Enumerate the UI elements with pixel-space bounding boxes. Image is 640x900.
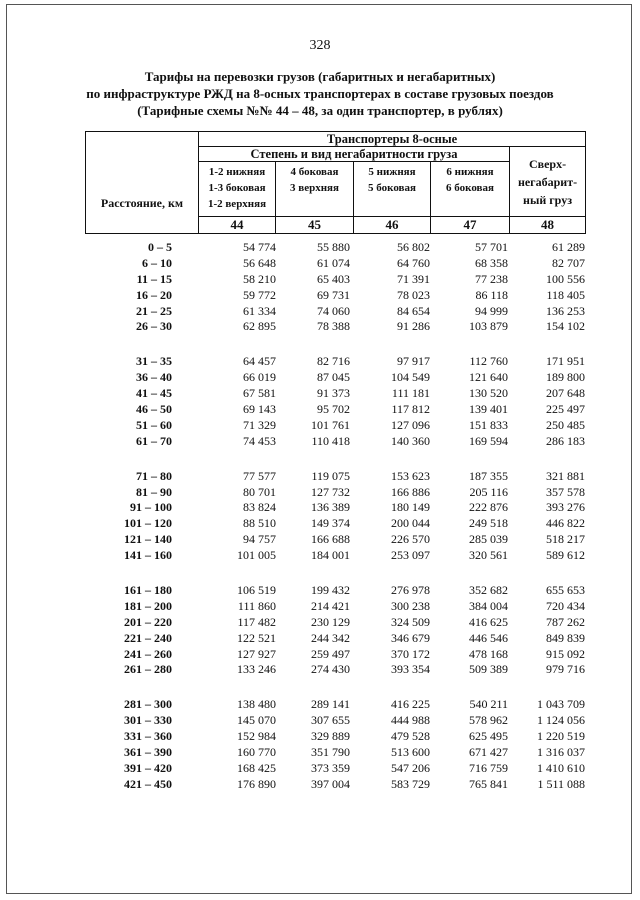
tariff-47-cell: 765 841 bbox=[469, 776, 508, 791]
tariff-46-cell: 346 679 bbox=[391, 630, 430, 645]
distance-cell: 41 – 45 bbox=[136, 386, 172, 401]
tariff-48-cell: 849 839 bbox=[546, 630, 585, 645]
table-row bbox=[0, 516, 640, 532]
table-row bbox=[0, 599, 640, 615]
tariff-47-cell: 671 427 bbox=[469, 745, 508, 760]
table-row bbox=[0, 583, 640, 599]
tariff-44-cell: 88 510 bbox=[243, 516, 276, 531]
tariff-44-cell: 69 143 bbox=[243, 402, 276, 417]
table-row bbox=[0, 662, 640, 678]
table-row bbox=[0, 548, 640, 564]
distance-cell: 71 – 80 bbox=[136, 468, 172, 483]
tariff-48-cell: 589 612 bbox=[546, 548, 585, 563]
tariff-44-cell: 94 757 bbox=[243, 532, 276, 547]
tariff-44-cell: 58 210 bbox=[243, 271, 276, 286]
tariff-47-cell: 222 876 bbox=[469, 500, 508, 515]
table-row bbox=[0, 777, 640, 793]
distance-cell: 331 – 360 bbox=[124, 729, 172, 744]
over-line-3: ный груз bbox=[523, 192, 573, 207]
table-row bbox=[0, 288, 640, 304]
table-row bbox=[0, 615, 640, 631]
tariff-48-cell: 82 707 bbox=[552, 255, 585, 270]
tariff-48-cell: 118 405 bbox=[546, 287, 585, 302]
table-row bbox=[0, 485, 640, 501]
table-row bbox=[0, 240, 640, 256]
table-row bbox=[0, 304, 640, 320]
tariff-45-cell: 230 129 bbox=[311, 614, 350, 629]
distance-cell: 221 – 240 bbox=[124, 630, 172, 645]
tariff-44-cell: 106 519 bbox=[237, 583, 276, 598]
tariff-45-cell: 351 790 bbox=[311, 745, 350, 760]
tariff-44-cell: 133 246 bbox=[237, 662, 276, 677]
tariff-45-cell: 259 497 bbox=[311, 646, 350, 661]
tariff-44-cell: 64 457 bbox=[243, 354, 276, 369]
tariff-45-cell: 110 418 bbox=[311, 433, 350, 448]
distance-cell: 361 – 390 bbox=[124, 745, 172, 760]
distance-cell: 51 – 60 bbox=[136, 417, 172, 432]
col-44-desc bbox=[199, 162, 276, 217]
tariff-45-cell: 95 702 bbox=[317, 402, 350, 417]
distance-cell: 0 – 5 bbox=[148, 240, 172, 254]
tariff-46-cell: 56 802 bbox=[397, 240, 430, 254]
tariff-46-cell: 117 812 bbox=[391, 402, 430, 417]
tariff-47-cell: 151 833 bbox=[469, 417, 508, 432]
tariff-45-cell: 199 432 bbox=[311, 583, 350, 598]
tariff-44-cell: 80 701 bbox=[243, 484, 276, 499]
tariff-48-cell: 393 276 bbox=[546, 500, 585, 515]
tariff-47-cell: 285 039 bbox=[469, 532, 508, 547]
row-group bbox=[0, 697, 640, 792]
tariff-44-cell: 152 984 bbox=[237, 729, 276, 744]
document-title bbox=[0, 68, 640, 119]
col-44-number: 44 bbox=[199, 217, 276, 234]
tariff-44-cell: 160 770 bbox=[237, 745, 276, 760]
distance-cell: 16 – 20 bbox=[136, 287, 172, 302]
tariff-47-cell: 68 358 bbox=[475, 255, 508, 270]
tariff-46-cell: 180 149 bbox=[391, 500, 430, 515]
tariff-45-cell: 214 421 bbox=[311, 598, 350, 613]
col-46-line-1: 5 нижняя bbox=[368, 166, 416, 178]
tariff-44-cell: 111 860 bbox=[237, 598, 276, 613]
tariff-46-cell: 104 549 bbox=[391, 370, 430, 385]
tariff-44-cell: 138 480 bbox=[237, 697, 276, 712]
tariff-47-cell: 716 759 bbox=[469, 760, 508, 775]
distance-cell: 121 – 140 bbox=[124, 532, 172, 547]
tariff-48-cell: 61 289 bbox=[552, 240, 585, 254]
distance-cell: 281 – 300 bbox=[124, 697, 172, 712]
tariff-45-cell: 136 389 bbox=[311, 500, 350, 515]
tariff-44-cell: 67 581 bbox=[243, 386, 276, 401]
tariff-46-cell: 324 509 bbox=[391, 614, 430, 629]
tariff-45-cell: 127 732 bbox=[311, 484, 350, 499]
col-46-line-2: 5 боковая bbox=[368, 182, 416, 194]
tariff-46-cell: 276 978 bbox=[391, 583, 430, 598]
col-45-number: 45 bbox=[276, 217, 354, 234]
distance-cell: 91 – 100 bbox=[130, 500, 172, 515]
tariff-45-cell: 289 141 bbox=[311, 697, 350, 712]
tariff-47-cell: 416 625 bbox=[469, 614, 508, 629]
tariff-44-cell: 54 774 bbox=[243, 240, 276, 254]
tariff-46-cell: 393 354 bbox=[391, 662, 430, 677]
table-row bbox=[0, 418, 640, 434]
tariff-45-cell: 91 373 bbox=[317, 386, 350, 401]
table-row bbox=[0, 631, 640, 647]
row-group bbox=[0, 354, 640, 449]
distance-cell: 261 – 280 bbox=[124, 662, 172, 677]
tariff-46-cell: 513 600 bbox=[391, 745, 430, 760]
tariff-44-cell: 66 019 bbox=[243, 370, 276, 385]
col-45-line-1: 4 боковая bbox=[290, 166, 339, 178]
tariff-45-cell: 101 761 bbox=[311, 417, 350, 432]
tariff-table-body bbox=[0, 240, 640, 812]
tariff-47-cell: 578 962 bbox=[469, 713, 508, 728]
tariff-46-cell: 140 360 bbox=[391, 433, 430, 448]
col-48-number: 48 bbox=[510, 217, 586, 234]
tariff-48-cell: 1 124 056 bbox=[537, 713, 585, 728]
table-row bbox=[0, 469, 640, 485]
tariff-45-cell: 149 374 bbox=[311, 516, 350, 531]
col-47-number: 47 bbox=[431, 217, 510, 234]
tariff-45-cell: 82 716 bbox=[317, 354, 350, 369]
distance-header-blank bbox=[86, 217, 199, 234]
table-row bbox=[0, 745, 640, 761]
group-header: Транспортеры 8-осные bbox=[199, 132, 586, 147]
tariff-44-cell: 122 521 bbox=[237, 630, 276, 645]
tariff-46-cell: 416 225 bbox=[391, 697, 430, 712]
tariff-48-cell: 286 183 bbox=[546, 433, 585, 448]
tariff-44-cell: 176 890 bbox=[237, 776, 276, 791]
tariff-47-cell: 625 495 bbox=[469, 729, 508, 744]
distance-cell: 11 – 15 bbox=[136, 271, 172, 286]
distance-cell: 391 – 420 bbox=[124, 760, 172, 775]
tariff-44-cell: 145 070 bbox=[237, 713, 276, 728]
table-row bbox=[0, 386, 640, 402]
distance-cell: 181 – 200 bbox=[124, 598, 172, 613]
tariff-44-cell: 83 824 bbox=[243, 500, 276, 515]
tariff-48-cell: 915 092 bbox=[546, 646, 585, 661]
tariff-46-cell: 444 988 bbox=[391, 713, 430, 728]
tariff-47-cell: 446 546 bbox=[469, 630, 508, 645]
tariff-45-cell: 307 655 bbox=[311, 713, 350, 728]
tariff-48-cell: 154 102 bbox=[546, 319, 585, 334]
distance-cell: 301 – 330 bbox=[124, 713, 172, 728]
tariff-45-cell: 74 060 bbox=[317, 303, 350, 318]
tariff-47-cell: 320 561 bbox=[469, 548, 508, 563]
table-row bbox=[0, 713, 640, 729]
over-dimension-header bbox=[510, 147, 586, 217]
tariff-44-cell: 59 772 bbox=[243, 287, 276, 302]
tariff-47-cell: 77 238 bbox=[475, 271, 508, 286]
tariff-46-cell: 111 181 bbox=[391, 386, 430, 401]
tariff-45-cell: 61 074 bbox=[317, 255, 350, 270]
tariff-47-cell: 540 211 bbox=[469, 697, 508, 712]
tariff-44-cell: 127 927 bbox=[237, 646, 276, 661]
tariff-47-cell: 139 401 bbox=[469, 402, 508, 417]
tariff-46-cell: 78 023 bbox=[397, 287, 430, 302]
tariff-46-cell: 153 623 bbox=[391, 468, 430, 483]
distance-cell: 61 – 70 bbox=[136, 433, 172, 448]
tariff-46-cell: 71 391 bbox=[397, 271, 430, 286]
table-row bbox=[0, 647, 640, 663]
tariff-46-cell: 84 654 bbox=[397, 303, 430, 318]
distance-cell: 141 – 160 bbox=[124, 548, 172, 563]
tariff-48-cell: 207 648 bbox=[546, 386, 585, 401]
tariff-47-cell: 86 118 bbox=[475, 287, 508, 302]
tariff-47-cell: 478 168 bbox=[469, 646, 508, 661]
tariff-46-cell: 583 729 bbox=[391, 776, 430, 791]
distance-cell: 201 – 220 bbox=[124, 614, 172, 629]
distance-cell: 161 – 180 bbox=[124, 583, 172, 598]
tariff-47-cell: 130 520 bbox=[469, 386, 508, 401]
tariff-45-cell: 184 001 bbox=[311, 548, 350, 563]
tariff-48-cell: 518 217 bbox=[546, 532, 585, 547]
tariff-47-cell: 112 760 bbox=[469, 354, 508, 369]
tariff-46-cell: 547 206 bbox=[391, 760, 430, 775]
col-46-number: 46 bbox=[354, 217, 431, 234]
table-row bbox=[0, 761, 640, 777]
col-47-desc bbox=[431, 162, 510, 217]
table-row bbox=[0, 729, 640, 745]
tariff-45-cell: 119 075 bbox=[311, 468, 350, 483]
tariff-44-cell: 71 329 bbox=[243, 417, 276, 432]
row-group bbox=[0, 240, 640, 335]
tariff-46-cell: 200 044 bbox=[391, 516, 430, 531]
col-44-line-3: 1-2 верхняя bbox=[207, 198, 267, 210]
row-group bbox=[0, 583, 640, 678]
subgroup-header: Степень и вид негабаритности груза bbox=[199, 147, 510, 162]
page-number: 328 bbox=[309, 38, 331, 53]
tariff-46-cell: 64 760 bbox=[397, 255, 430, 270]
table-row bbox=[0, 697, 640, 713]
table-row bbox=[0, 434, 640, 450]
tariff-44-cell: 117 482 bbox=[237, 614, 276, 629]
over-line-2: негабарит- bbox=[517, 174, 578, 189]
distance-cell: 21 – 25 bbox=[136, 303, 172, 318]
tariff-44-cell: 61 334 bbox=[243, 303, 276, 318]
tariff-48-cell: 321 881 bbox=[546, 468, 585, 483]
tariff-46-cell: 226 570 bbox=[391, 532, 430, 547]
tariff-47-cell: 121 640 bbox=[469, 370, 508, 385]
distance-cell: 26 – 30 bbox=[136, 319, 172, 334]
tariff-44-cell: 62 895 bbox=[243, 319, 276, 334]
tariff-45-cell: 55 880 bbox=[317, 240, 350, 254]
distance-cell: 31 – 35 bbox=[136, 354, 172, 369]
tariff-45-cell: 87 045 bbox=[317, 370, 350, 385]
tariff-48-cell: 250 485 bbox=[546, 417, 585, 432]
table-row bbox=[0, 402, 640, 418]
col-44-line-1: 1-2 нижняя bbox=[208, 166, 266, 178]
tariff-48-cell: 720 434 bbox=[546, 598, 585, 613]
tariff-45-cell: 65 403 bbox=[317, 271, 350, 286]
title-line-3: (Тарифные схемы №№ 44 – 48, за один транспортер, в рублях) bbox=[137, 103, 503, 118]
tariff-44-cell: 168 425 bbox=[237, 760, 276, 775]
col-47-line-2: 6 боковая bbox=[446, 182, 494, 194]
col-44-line-2: 1-3 боковая bbox=[208, 182, 266, 194]
distance-header: Расстояние, км bbox=[86, 132, 199, 217]
distance-cell: 6 – 10 bbox=[142, 255, 172, 270]
tariff-47-cell: 187 355 bbox=[469, 468, 508, 483]
over-line-1: Сверх- bbox=[528, 156, 567, 171]
col-46-desc bbox=[354, 162, 431, 217]
distance-cell: 421 – 450 bbox=[124, 776, 172, 791]
tariff-48-cell: 787 262 bbox=[546, 614, 585, 629]
tariff-47-cell: 169 594 bbox=[469, 433, 508, 448]
tariff-48-cell: 189 800 bbox=[546, 370, 585, 385]
title-line-1: Тарифы на перевозки грузов (габаритных и негабаритных) bbox=[144, 69, 496, 84]
table-row bbox=[0, 354, 640, 370]
col-45-line-2: 3 верхняя bbox=[290, 182, 339, 194]
tariff-47-cell: 94 999 bbox=[475, 303, 508, 318]
tariff-46-cell: 253 097 bbox=[391, 548, 430, 563]
tariff-47-cell: 249 518 bbox=[469, 516, 508, 531]
tariff-48-cell: 446 822 bbox=[546, 516, 585, 531]
tariff-48-cell: 655 653 bbox=[546, 583, 585, 598]
tariff-48-cell: 1 410 610 bbox=[537, 760, 585, 775]
tariff-48-cell: 136 253 bbox=[546, 303, 585, 318]
tariff-48-cell: 1 511 088 bbox=[537, 776, 585, 791]
tariff-48-cell: 171 951 bbox=[546, 354, 585, 369]
distance-cell: 46 – 50 bbox=[136, 402, 172, 417]
tariff-48-cell: 1 220 519 bbox=[537, 729, 585, 744]
col-45-desc bbox=[276, 162, 354, 217]
table-row bbox=[0, 319, 640, 335]
row-group bbox=[0, 469, 640, 564]
tariff-47-cell: 57 701 bbox=[475, 240, 508, 254]
tariff-44-cell: 74 453 bbox=[243, 433, 276, 448]
tariff-45-cell: 166 688 bbox=[311, 532, 350, 547]
tariff-47-cell: 384 004 bbox=[469, 598, 508, 613]
tariff-48-cell: 979 716 bbox=[546, 662, 585, 677]
distance-cell: 241 – 260 bbox=[124, 646, 172, 661]
distance-cell: 36 – 40 bbox=[136, 370, 172, 385]
tariff-table-header bbox=[85, 131, 586, 234]
tariff-45-cell: 329 889 bbox=[311, 729, 350, 744]
tariff-48-cell: 1 316 037 bbox=[537, 745, 585, 760]
tariff-45-cell: 244 342 bbox=[311, 630, 350, 645]
tariff-44-cell: 77 577 bbox=[243, 468, 276, 483]
table-row bbox=[0, 370, 640, 386]
tariff-45-cell: 274 430 bbox=[311, 662, 350, 677]
table-row bbox=[0, 256, 640, 272]
tariff-45-cell: 397 004 bbox=[311, 776, 350, 791]
tariff-46-cell: 97 917 bbox=[397, 354, 430, 369]
tariff-47-cell: 103 879 bbox=[469, 319, 508, 334]
tariff-46-cell: 166 886 bbox=[391, 484, 430, 499]
tariff-48-cell: 357 578 bbox=[546, 484, 585, 499]
distance-cell: 101 – 120 bbox=[124, 516, 172, 531]
tariff-47-cell: 352 682 bbox=[469, 583, 508, 598]
tariff-46-cell: 127 096 bbox=[391, 417, 430, 432]
table-row bbox=[0, 272, 640, 288]
table-row bbox=[0, 532, 640, 548]
col-47-line-1: 6 нижняя bbox=[446, 166, 494, 178]
tariff-47-cell: 205 116 bbox=[469, 484, 508, 499]
tariff-44-cell: 56 648 bbox=[243, 255, 276, 270]
tariff-46-cell: 370 172 bbox=[391, 646, 430, 661]
tariff-45-cell: 78 388 bbox=[317, 319, 350, 334]
tariff-46-cell: 91 286 bbox=[397, 319, 430, 334]
table-row bbox=[0, 500, 640, 516]
tariff-45-cell: 69 731 bbox=[317, 287, 350, 302]
tariff-47-cell: 509 389 bbox=[469, 662, 508, 677]
title-line-2: по инфраструктуре РЖД на 8-осных транспортерах в составе грузовых поездов bbox=[86, 86, 554, 101]
tariff-46-cell: 300 238 bbox=[391, 598, 430, 613]
tariff-45-cell: 373 359 bbox=[311, 760, 350, 775]
tariff-48-cell: 100 556 bbox=[546, 271, 585, 286]
tariff-44-cell: 101 005 bbox=[237, 548, 276, 563]
tariff-46-cell: 479 528 bbox=[391, 729, 430, 744]
tariff-48-cell: 1 043 709 bbox=[537, 697, 585, 712]
distance-cell: 81 – 90 bbox=[136, 484, 172, 499]
tariff-48-cell: 225 497 bbox=[546, 402, 585, 417]
